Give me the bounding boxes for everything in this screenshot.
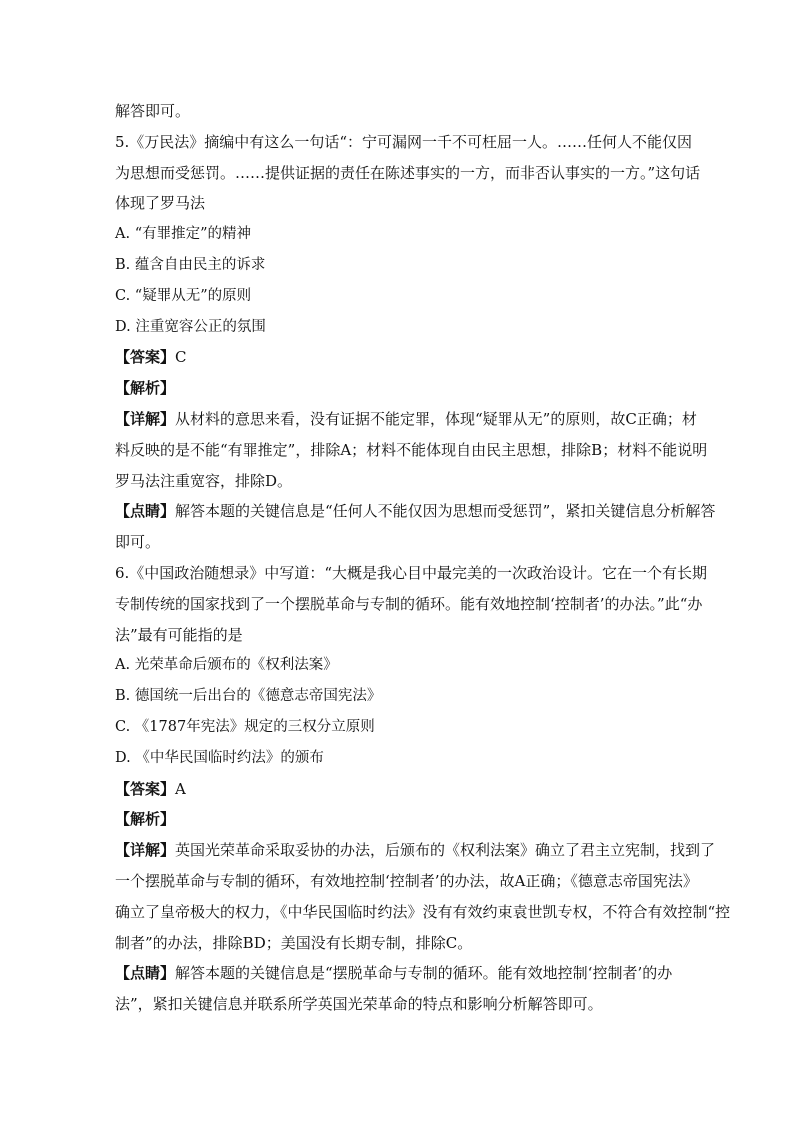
text-line <box>115 928 687 959</box>
explanation-line <box>115 404 697 435</box>
text-line <box>115 435 708 466</box>
line-text: 解答即可。 <box>115 102 191 120</box>
line-text: 5.《万民法》摘编中有这么一句话“：宁可漏网一千不可枉屈一人。……任何人不能仅因 <box>115 132 692 151</box>
option-d <box>115 312 687 343</box>
answer-line <box>115 342 687 373</box>
option-text: C. “疑罪从无”的原则 <box>115 287 252 304</box>
option-text: A. 光荣革命后颁布的《权利法案》 <box>115 657 338 674</box>
text-line <box>115 188 687 219</box>
line-text: 料反映的是不能“有罪推定”，排除A；材料不能体现自由民主思想，排除B；材料不能说明 <box>115 440 708 459</box>
line-text: 英国光荣革命采取妥协的办法，后颁布的《权利法案》确立了君主立宪制，找到了 <box>175 841 716 860</box>
question-6-stem <box>115 558 707 589</box>
text-line <box>115 620 687 651</box>
analysis-heading <box>115 804 687 835</box>
option-text: D. 《中华民国临时约法》的颁布 <box>115 749 324 766</box>
text-line <box>115 866 698 897</box>
tip-label: 【点睛】 <box>115 502 176 521</box>
line-text: 确立了皇帝极大的权力，《中华民国临时约法》没有有效约束袁世凯专权，不符合有效控制“控 <box>115 902 731 921</box>
answer-line <box>115 774 687 805</box>
answer-value: A <box>175 779 186 798</box>
text-line <box>115 527 687 558</box>
explanation-label: 【详解】 <box>115 409 176 428</box>
option-c <box>115 712 687 743</box>
line-text: 制者”的办法，排除BD；美国没有长期专制，排除C。 <box>115 933 473 952</box>
option-text: B. 蕴含自由民主的诉求 <box>115 256 266 273</box>
document-body <box>115 96 731 1020</box>
answer-value: C <box>175 348 187 367</box>
line-text: 一个摆脱革命与专制的循环，有效地控制‘控制者’的办法，故A正确；《德意志帝国宪法》 <box>115 871 698 890</box>
line-text: 6.《中国政治随想录》中写道：“大概是我心目中最完美的一次政治设计。它在一个有长期 <box>115 563 707 582</box>
option-text: A. “有罪推定”的精神 <box>115 226 252 243</box>
option-a <box>115 219 687 250</box>
tip-line <box>115 496 716 527</box>
tip-label: 【点睛】 <box>115 964 176 983</box>
option-text: C. 《1787年宪法》规定的三权分立原则 <box>115 718 375 735</box>
line-text: 罗马法注重宽容，排除D。 <box>115 471 293 490</box>
line-text: 为思想而受惩罚。……提供证据的责任在陈述事实的一方，而非否认事实的一方。”这句话 <box>115 163 701 182</box>
explanation-line <box>115 835 716 866</box>
analysis-heading <box>115 373 687 404</box>
option-d <box>115 743 687 774</box>
tip-line <box>115 958 687 989</box>
option-b <box>115 681 687 712</box>
text-line <box>115 589 703 620</box>
explanation-label: 【详解】 <box>115 841 176 860</box>
option-b <box>115 250 687 281</box>
line-text: 解答本题的关键信息是“摆脱革命与专制的循环。能有效地控制‘控制者’的办 <box>175 964 673 983</box>
option-text: B. 德国统一后出台的《德意志帝国宪法》 <box>115 688 382 705</box>
line-text: 体现了罗马法 <box>115 194 206 213</box>
line-text: 即可。 <box>115 533 161 552</box>
text-line <box>115 466 687 497</box>
line-text: 专制传统的国家找到了一个摆脱革命与专制的循环。能有效地控制‘控制者’的办法。”此“办 <box>115 594 703 613</box>
analysis-label: 【解析】 <box>115 810 176 829</box>
option-text: D. 注重宽容公正的氛围 <box>115 318 266 335</box>
line-text: 从材料的意思来看，没有证据不能定罪，体现“疑罪从无”的原则，故C正确；材 <box>175 409 697 428</box>
text-line <box>115 158 701 189</box>
question-5-stem <box>115 127 692 158</box>
text-line <box>115 989 687 1020</box>
text-line <box>115 96 687 127</box>
answer-label: 【答案】 <box>115 348 176 367</box>
line-text: 解答本题的关键信息是“任何人不能仅因为思想而受惩罚”，紧扣关键信息分析解答 <box>175 502 716 521</box>
line-text: 法”最有可能指的是 <box>115 625 243 644</box>
option-a <box>115 650 687 681</box>
option-c <box>115 281 687 312</box>
text-line <box>115 897 731 928</box>
answer-label: 【答案】 <box>115 779 176 798</box>
analysis-label: 【解析】 <box>115 379 176 398</box>
line-text: 法”，紧扣关键信息并联系所学英国光荣革命的特点和影响分析解答即可。 <box>115 995 603 1014</box>
